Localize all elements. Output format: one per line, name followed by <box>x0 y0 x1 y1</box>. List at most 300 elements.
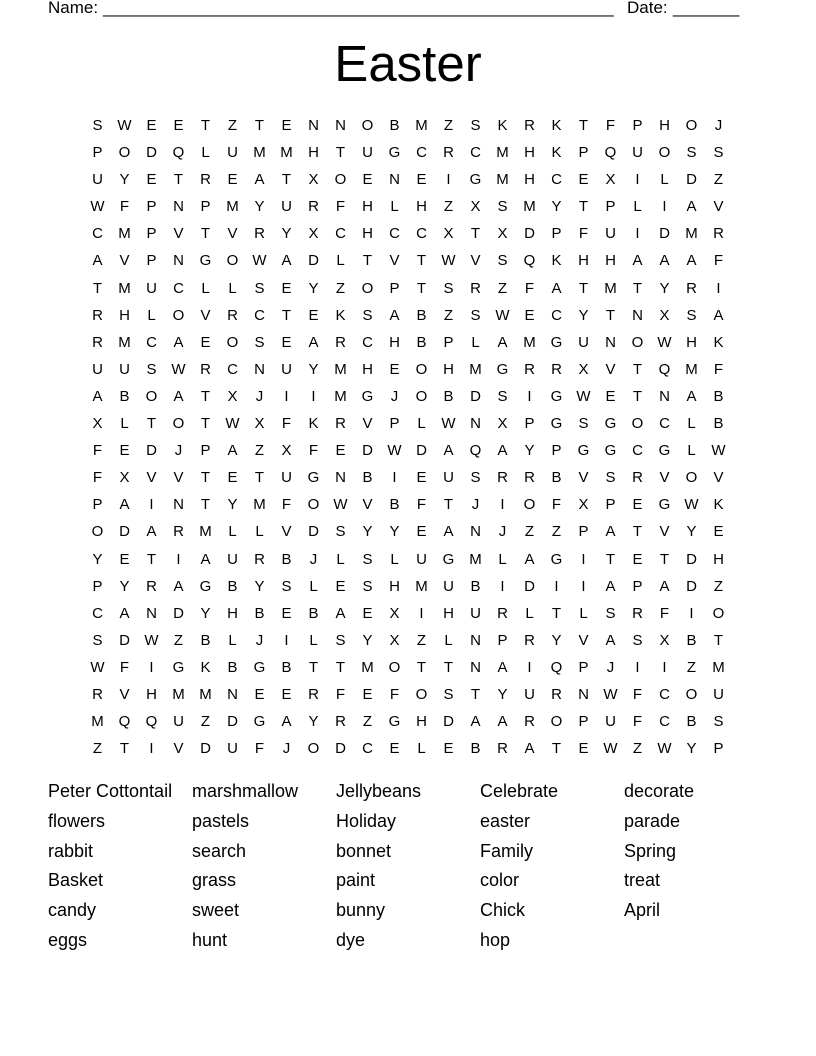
grid-letter: C <box>173 279 184 297</box>
grid-letter: V <box>173 225 184 243</box>
grid-letter: E <box>362 171 373 189</box>
grid-letter: Y <box>308 360 319 378</box>
grid-letter: V <box>119 252 130 270</box>
grid-letter: W <box>657 740 672 758</box>
grid-letter: T <box>200 496 211 514</box>
grid-letter: C <box>551 306 562 324</box>
grid-letter: T <box>200 387 211 405</box>
grid-letter: H <box>119 306 130 324</box>
grid-letter: F <box>713 252 724 270</box>
grid-letter: T <box>443 496 454 514</box>
grid-letter: B <box>470 577 481 595</box>
grid-letter: A <box>605 523 616 541</box>
grid-letter: A <box>173 387 184 405</box>
grid-letter: W <box>603 740 618 758</box>
grid-letter: P <box>605 198 616 216</box>
grid-letter: A <box>200 550 211 568</box>
grid-letter: T <box>200 469 211 487</box>
grid-letter: N <box>578 685 589 703</box>
grid-letter: F <box>308 442 319 460</box>
grid-letter: O <box>307 740 320 758</box>
grid-letter: J <box>390 387 399 405</box>
grid-letter: W <box>684 496 699 514</box>
grid-letter: T <box>119 740 130 758</box>
grid-letter: S <box>470 117 481 134</box>
grid-letter: Y <box>119 171 130 189</box>
grid-letter: V <box>362 496 373 514</box>
grid-letter: A <box>632 252 643 270</box>
grid-letter: H <box>389 333 400 351</box>
grid-letter: T <box>659 550 670 568</box>
grid-letter: D <box>686 577 697 595</box>
grid-letter: O <box>118 144 131 162</box>
grid-letter: O <box>388 658 401 676</box>
grid-letter: P <box>443 333 454 351</box>
grid-letter: E <box>146 171 157 189</box>
grid-letter: B <box>227 658 238 676</box>
grid-letter: N <box>605 333 616 351</box>
grid-letter: Z <box>713 577 724 595</box>
grid-letter: A <box>551 279 562 297</box>
grid-letter: V <box>362 415 373 433</box>
grid-letter: E <box>632 496 643 514</box>
grid-letter: E <box>416 469 427 487</box>
grid-letter: O <box>631 415 644 433</box>
grid-letter: L <box>255 523 264 541</box>
grid-letter: Z <box>686 658 697 676</box>
grid-letter: B <box>416 306 427 324</box>
grid-letter: Y <box>200 604 211 622</box>
grid-letter: K <box>551 252 562 270</box>
grid-letter: T <box>551 604 562 622</box>
grid-letter: F <box>92 469 103 487</box>
word-list-item: hunt <box>192 929 228 950</box>
grid-letter: R <box>443 144 454 162</box>
grid-letter: G <box>199 577 212 595</box>
grid-letter: Y <box>254 198 265 216</box>
grid-letter: U <box>227 550 238 568</box>
grid-letter: C <box>146 333 157 351</box>
grid-letter: U <box>416 550 427 568</box>
grid-letter: O <box>91 523 104 541</box>
grid-letter: D <box>173 604 184 622</box>
grid-letter: D <box>416 442 427 460</box>
grid-letter: T <box>335 658 346 676</box>
grid-letter: Y <box>551 631 562 649</box>
grid-letter: E <box>119 442 130 460</box>
word-list-item: Family <box>480 840 533 861</box>
grid-letter: C <box>470 144 481 162</box>
word-list-item: Spring <box>624 840 677 861</box>
word-list-item: Chick <box>480 900 526 921</box>
word-search-grid <box>84 112 732 762</box>
grid-letter: S <box>632 631 643 649</box>
grid-letter: C <box>362 333 373 351</box>
grid-letter: H <box>713 550 724 568</box>
grid-letter: Y <box>389 523 400 541</box>
grid-letter: H <box>416 198 427 216</box>
grid-letter: G <box>550 550 563 568</box>
grid-letter: R <box>335 713 346 731</box>
grid-letter: U <box>443 577 454 595</box>
grid-letter: I <box>284 387 289 405</box>
grid-letter: D <box>200 740 211 758</box>
grid-letter: B <box>713 387 724 405</box>
grid-letter: A <box>659 252 670 270</box>
grid-letter: L <box>201 279 210 297</box>
grid-letter: D <box>227 713 238 731</box>
grid-letter: H <box>416 713 427 731</box>
grid-letter: E <box>416 523 427 541</box>
grid-letter: Z <box>524 523 535 541</box>
grid-letter: S <box>713 713 724 731</box>
grid-letter: W <box>576 387 591 405</box>
grid-letter: J <box>255 387 264 405</box>
grid-letter: T <box>254 469 265 487</box>
grid-letter: Y <box>362 631 373 649</box>
grid-letter: M <box>712 658 725 676</box>
grid-letter: S <box>362 550 373 568</box>
grid-letter: A <box>92 387 103 405</box>
grid-letter: M <box>415 577 428 595</box>
grid-letter: L <box>687 442 696 460</box>
grid-letter: L <box>417 415 426 433</box>
grid-letter: A <box>443 523 454 541</box>
grid-letter: J <box>174 442 183 460</box>
grid-letter: U <box>92 171 103 189</box>
grid-letter: F <box>92 442 103 460</box>
grid-letter: F <box>335 685 346 703</box>
grid-letter: F <box>281 415 292 433</box>
grid-letter: R <box>200 360 211 378</box>
grid-letter: T <box>713 631 724 649</box>
grid-letter: U <box>281 360 292 378</box>
grid-letter: O <box>226 333 239 351</box>
grid-letter: I <box>716 279 721 297</box>
grid-letter: G <box>388 713 401 731</box>
grid-letter: I <box>527 387 532 405</box>
grid-letter: S <box>470 469 481 487</box>
grid-letter: P <box>92 577 103 595</box>
grid-letter: P <box>632 117 643 134</box>
grid-letter: T <box>308 658 319 676</box>
grid-letter: J <box>282 740 291 758</box>
grid-letter: I <box>284 631 289 649</box>
grid-letter: W <box>387 442 402 460</box>
grid-letter: A <box>254 171 265 189</box>
grid-letter: G <box>253 658 266 676</box>
grid-letter: P <box>713 740 724 758</box>
word-list-item: sweet <box>192 900 240 921</box>
grid-letter: Y <box>497 685 508 703</box>
grid-letter: G <box>577 442 590 460</box>
grid-letter: G <box>496 360 509 378</box>
grid-letter: D <box>524 225 535 243</box>
grid-letter: M <box>415 117 428 134</box>
grid-letter: P <box>200 442 211 460</box>
grid-letter: Y <box>308 279 319 297</box>
grid-letter: T <box>470 225 481 243</box>
grid-letter: E <box>173 117 184 134</box>
grid-letter: G <box>469 171 482 189</box>
grid-letter: P <box>578 144 589 162</box>
grid-letter: I <box>500 577 505 595</box>
grid-letter: C <box>551 171 562 189</box>
grid-letter: E <box>389 360 400 378</box>
grid-letter: U <box>92 360 103 378</box>
grid-letter: S <box>605 604 616 622</box>
grid-letter: O <box>361 279 374 297</box>
grid-letter: T <box>362 252 373 270</box>
grid-letter: T <box>146 415 157 433</box>
grid-letter: E <box>335 577 346 595</box>
grid-letter: Z <box>335 279 346 297</box>
grid-letter: K <box>551 117 562 134</box>
word-list-item: rabbit <box>48 840 94 861</box>
grid-letter: Q <box>172 144 185 162</box>
grid-letter: T <box>416 279 427 297</box>
grid-letter: P <box>551 225 562 243</box>
grid-letter: Q <box>658 360 671 378</box>
grid-letter: C <box>659 685 670 703</box>
grid-letter: Y <box>254 577 265 595</box>
grid-letter: R <box>713 225 724 243</box>
grid-letter: H <box>146 685 157 703</box>
name-label: Name: <box>48 0 99 17</box>
grid-letter: F <box>713 360 724 378</box>
grid-letter: O <box>172 415 185 433</box>
grid-letter: U <box>470 604 481 622</box>
grid-letter: E <box>281 685 292 703</box>
grid-letter: E <box>524 306 535 324</box>
grid-letter: E <box>281 333 292 351</box>
grid-letter: R <box>497 469 508 487</box>
word-list-item: grass <box>192 870 237 891</box>
grid-letter: N <box>335 469 346 487</box>
grid-letter: C <box>632 442 643 460</box>
grid-letter: T <box>200 117 211 134</box>
grid-letter: U <box>524 685 535 703</box>
grid-letter: N <box>470 658 481 676</box>
date-label: Date: <box>627 0 668 17</box>
grid-letter: R <box>92 685 103 703</box>
grid-letter: Y <box>524 442 535 460</box>
grid-letter: E <box>335 442 346 460</box>
grid-letter: I <box>149 496 154 514</box>
grid-letter: X <box>227 387 238 405</box>
grid-letter: T <box>605 550 616 568</box>
grid-letter: X <box>308 171 319 189</box>
grid-letter: K <box>713 496 724 514</box>
grid-letter: M <box>604 279 617 297</box>
grid-letter: A <box>470 713 481 731</box>
grid-letter: I <box>392 469 397 487</box>
grid-letter: C <box>92 604 103 622</box>
grid-letter: P <box>578 523 589 541</box>
grid-letter: H <box>362 198 373 216</box>
grid-letter: S <box>605 469 616 487</box>
grid-letter: F <box>524 279 535 297</box>
grid-letter: Z <box>362 713 373 731</box>
grid-letter: X <box>281 442 292 460</box>
grid-letter: A <box>443 442 454 460</box>
grid-letter: H <box>686 333 697 351</box>
grid-letter: H <box>443 604 454 622</box>
grid-letter: I <box>689 604 694 622</box>
grid-letter: P <box>524 415 535 433</box>
grid-letter: D <box>308 523 319 541</box>
grid-letter: P <box>497 631 508 649</box>
grid-letter: E <box>281 279 292 297</box>
grid-letter: L <box>417 740 426 758</box>
grid-letter: E <box>200 333 211 351</box>
grid-letter: G <box>253 713 266 731</box>
grid-letter: S <box>713 144 724 162</box>
grid-letter: A <box>524 550 535 568</box>
grid-letter: R <box>308 198 319 216</box>
grid-letter: N <box>146 604 157 622</box>
page-title: Easter <box>334 35 482 92</box>
grid-letter: S <box>578 415 589 433</box>
grid-letter: T <box>416 658 427 676</box>
grid-letter: R <box>497 740 508 758</box>
grid-letter: Z <box>173 631 184 649</box>
word-list-item: bonnet <box>336 840 392 861</box>
grid-letter: S <box>362 577 373 595</box>
grid-letter: N <box>389 171 400 189</box>
grid-letter: Q <box>604 144 617 162</box>
grid-letter: A <box>524 740 535 758</box>
grid-letter: A <box>686 387 697 405</box>
grid-letter: R <box>686 279 697 297</box>
grid-letter: R <box>227 306 238 324</box>
grid-letter: D <box>146 144 157 162</box>
grid-letter: B <box>389 117 400 134</box>
grid-letter: Z <box>632 740 643 758</box>
grid-letter: X <box>578 360 589 378</box>
grid-letter: S <box>92 631 103 649</box>
grid-letter: P <box>200 198 211 216</box>
grid-letter: C <box>227 360 238 378</box>
grid-letter: F <box>551 496 562 514</box>
grid-letter: R <box>524 631 535 649</box>
grid-letter: A <box>335 604 346 622</box>
grid-letter: A <box>497 333 508 351</box>
grid-letter: R <box>254 225 265 243</box>
grid-letter: A <box>497 713 508 731</box>
grid-letter: T <box>200 415 211 433</box>
grid-letter: I <box>662 658 667 676</box>
grid-letter: C <box>659 713 670 731</box>
grid-letter: M <box>469 550 482 568</box>
grid-letter: C <box>659 415 670 433</box>
grid-letter: V <box>578 469 589 487</box>
grid-letter: Y <box>227 496 238 514</box>
grid-letter: T <box>578 117 589 134</box>
grid-letter: Y <box>659 279 670 297</box>
name-field-line: ______________________________________________________ <box>103 0 614 17</box>
grid-letter: M <box>334 360 347 378</box>
grid-letter: T <box>443 658 454 676</box>
grid-letter: D <box>308 252 319 270</box>
word-list-item: decorate <box>624 781 695 801</box>
grid-letter: R <box>200 171 211 189</box>
grid-letter: E <box>605 387 616 405</box>
grid-letter: R <box>524 360 535 378</box>
grid-letter: M <box>199 523 212 541</box>
grid-letter: M <box>172 685 185 703</box>
grid-letter: T <box>92 279 103 297</box>
grid-letter: B <box>362 469 373 487</box>
grid-letter: S <box>497 252 508 270</box>
grid-letter: A <box>146 523 157 541</box>
grid-letter: R <box>470 279 481 297</box>
grid-letter: W <box>252 252 267 270</box>
grid-letter: Z <box>497 279 508 297</box>
grid-letter: T <box>281 171 292 189</box>
grid-letter: M <box>226 198 239 216</box>
grid-letter: A <box>173 333 184 351</box>
grid-letter: V <box>659 469 670 487</box>
grid-letter: F <box>254 740 265 758</box>
grid-letter: M <box>685 360 698 378</box>
grid-letter: R <box>632 604 643 622</box>
grid-letter: H <box>362 225 373 243</box>
grid-letter: S <box>335 631 346 649</box>
grid-letter: P <box>146 252 157 270</box>
grid-letter: H <box>578 252 589 270</box>
grid-letter: O <box>172 306 185 324</box>
grid-letter: N <box>470 523 481 541</box>
grid-letter: X <box>254 415 265 433</box>
grid-letter: T <box>281 306 292 324</box>
grid-letter: S <box>497 198 508 216</box>
grid-letter: A <box>227 442 238 460</box>
grid-letter: O <box>145 387 158 405</box>
grid-letter: N <box>173 198 184 216</box>
grid-letter: D <box>443 713 454 731</box>
grid-letter: L <box>579 604 588 622</box>
grid-letter: P <box>92 496 103 514</box>
word-list <box>48 777 768 956</box>
grid-letter: Z <box>254 442 265 460</box>
word-list-item: bunny <box>336 900 386 921</box>
grid-letter: M <box>280 144 293 162</box>
grid-letter: Z <box>227 117 238 134</box>
grid-letter: E <box>443 740 454 758</box>
word-list-item: candy <box>48 900 97 921</box>
grid-letter: H <box>362 360 373 378</box>
grid-letter: O <box>415 685 428 703</box>
grid-letter: G <box>604 442 617 460</box>
grid-letter: E <box>281 604 292 622</box>
grid-letter: L <box>147 306 156 324</box>
word-list-item: dye <box>336 929 366 950</box>
grid-letter: B <box>119 387 130 405</box>
grid-letter: J <box>714 117 723 134</box>
grid-letter: A <box>92 252 103 270</box>
grid-letter: O <box>334 171 347 189</box>
grid-letter: G <box>361 387 374 405</box>
grid-letter: M <box>523 198 536 216</box>
grid-letter: M <box>118 333 131 351</box>
grid-letter: L <box>309 631 318 649</box>
grid-letter: Z <box>443 306 454 324</box>
grid-letter: K <box>200 658 211 676</box>
grid-letter: I <box>149 658 154 676</box>
grid-letter: Y <box>362 523 373 541</box>
grid-letter: R <box>551 360 562 378</box>
